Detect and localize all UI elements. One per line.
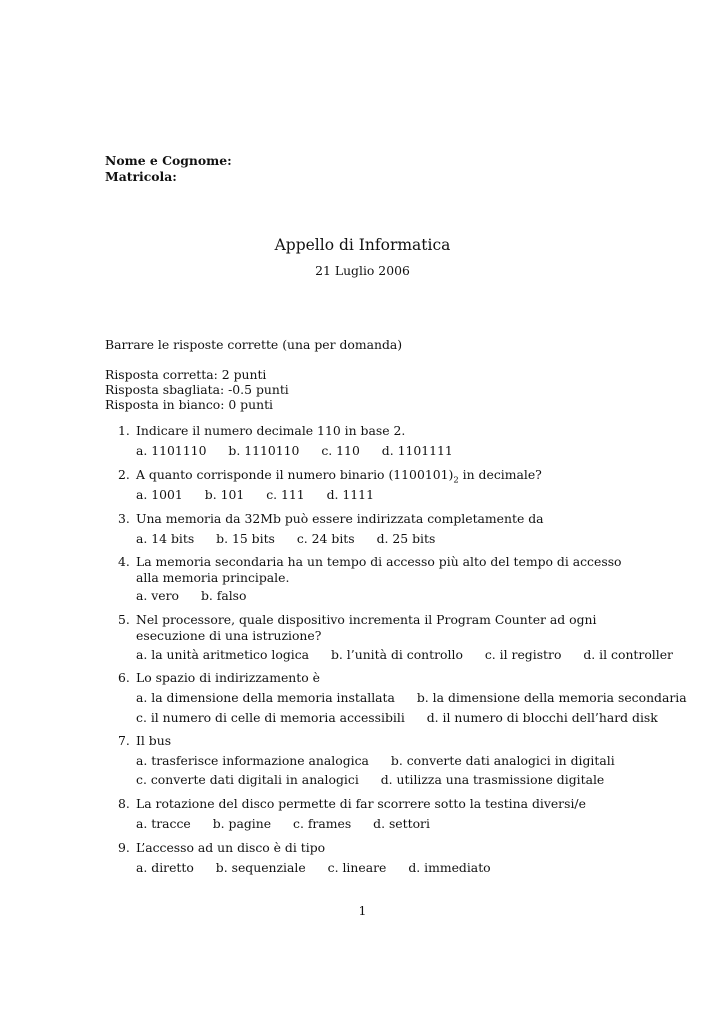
question-number: 7. <box>118 733 130 748</box>
option-d[interactable]: d. settori <box>373 816 430 831</box>
option-a[interactable]: a. trasferisce informazione analogica <box>136 753 369 768</box>
question-number: 1. <box>118 423 130 438</box>
option-a[interactable]: a. vero <box>136 588 179 603</box>
option-a[interactable]: a. 1001 <box>136 487 183 502</box>
option-d[interactable]: d. 1111 <box>326 487 374 502</box>
option-b[interactable]: b. falso <box>200 588 247 603</box>
scoring-blank: Risposta in bianco: 0 punti <box>105 397 274 412</box>
option-b[interactable]: b. sequenziale <box>215 860 306 875</box>
option-c[interactable]: c. frames <box>293 816 352 831</box>
answer-options-row-1 <box>136 690 705 706</box>
answer-options <box>136 531 453 547</box>
answer-options-row-2 <box>136 710 676 726</box>
page-title: Appello di Informatica <box>274 236 451 254</box>
option-c[interactable]: c. 110 <box>321 443 360 458</box>
option-d[interactable]: d. 1101111 <box>381 443 453 458</box>
option-c[interactable]: c. il registro <box>484 647 562 662</box>
option-b[interactable]: b. la dimensione della memoria secondaria <box>416 690 687 705</box>
option-b[interactable]: b. pagine <box>212 816 272 831</box>
question-text: Nel processore, quale dispositivo incrementa il Program Counter ad ogni esecuzione di una istruzione? <box>136 612 597 643</box>
option-b[interactable]: b. 1110110 <box>228 443 300 458</box>
question-number: 5. <box>118 612 130 627</box>
question-text: Il bus <box>136 733 172 748</box>
question-number: 4. <box>118 554 130 569</box>
option-d[interactable]: d. utilizza una trasmissione digitale <box>380 772 605 787</box>
option-a[interactable]: a. diretto <box>136 860 194 875</box>
question-text: L’accesso ad un disco è di tipo <box>136 840 326 855</box>
option-d[interactable]: d. 25 bits <box>376 531 436 546</box>
option-a[interactable]: a. tracce <box>136 816 191 831</box>
scoring-correct: Risposta corretta: 2 punti <box>105 367 267 382</box>
option-b[interactable]: b. converte dati analogici in digitali <box>390 753 615 768</box>
question-number: 2. <box>118 467 130 482</box>
question-number: 6. <box>118 670 130 685</box>
question-number: 8. <box>118 796 130 811</box>
question-text-part: A quanto corrisponde il numero binario (1100101) <box>136 467 454 482</box>
option-b[interactable]: b. 15 bits <box>216 531 275 546</box>
option-d[interactable]: d. il numero di blocchi dell’hard disk <box>426 710 658 725</box>
option-c[interactable]: c. 111 <box>266 487 305 502</box>
question-number: 3. <box>118 511 130 526</box>
option-a[interactable]: a. la unità aritmetico logica <box>136 647 310 662</box>
option-c[interactable]: c. il numero di celle di memoria accessibili <box>136 710 405 725</box>
question-text: La memoria secondaria ha un tempo di accesso più alto del tempo di accesso alla memoria principale. <box>136 554 622 585</box>
answer-options <box>136 647 691 663</box>
id-label: Matricola: <box>105 169 177 184</box>
option-a[interactable]: a. 14 bits <box>136 531 195 546</box>
question-number: 9. <box>118 840 130 855</box>
option-b[interactable]: b. l’unità di controllo <box>331 647 463 662</box>
option-d[interactable]: d. il controller <box>583 647 673 662</box>
answer-options <box>136 860 509 876</box>
option-d[interactable]: d. immediato <box>408 860 491 875</box>
page-number: 1 <box>358 903 367 918</box>
question-text-part: in decimale? <box>458 467 542 482</box>
option-a[interactable]: a. 1101110 <box>136 443 207 458</box>
answer-options <box>136 487 392 503</box>
option-c[interactable]: c. converte dati digitali in analogici <box>136 772 359 787</box>
question-text: Lo spazio di indirizzamento è <box>136 670 320 685</box>
question-text: La rotazione del disco permette di far scorrere sotto la testina diversi/e <box>136 796 586 811</box>
option-b[interactable]: b. 101 <box>204 487 245 502</box>
name-label: Nome e Cognome: <box>105 153 232 168</box>
answer-options <box>136 588 265 604</box>
answer-options <box>136 443 471 459</box>
option-c[interactable]: c. lineare <box>327 860 387 875</box>
question-text: Indicare il numero decimale 110 in base 2. <box>136 423 406 438</box>
scoring-wrong: Risposta sbagliata: -0.5 punti <box>105 382 289 397</box>
instructions: Barrare le risposte corrette (una per domanda) <box>105 337 403 352</box>
question-text <box>136 467 626 486</box>
base-subscript: 2 <box>453 475 459 486</box>
question-text: Una memoria da 32Mb può essere indirizzata completamente da <box>136 511 544 526</box>
answer-options-row-2 <box>136 772 622 788</box>
answer-options <box>136 816 448 832</box>
option-a[interactable]: a. la dimensione della memoria installata <box>136 690 395 705</box>
exam-date: 21 Luglio 2006 <box>315 263 410 278</box>
option-c[interactable]: c. 24 bits <box>296 531 355 546</box>
answer-options-row-1 <box>136 753 633 769</box>
